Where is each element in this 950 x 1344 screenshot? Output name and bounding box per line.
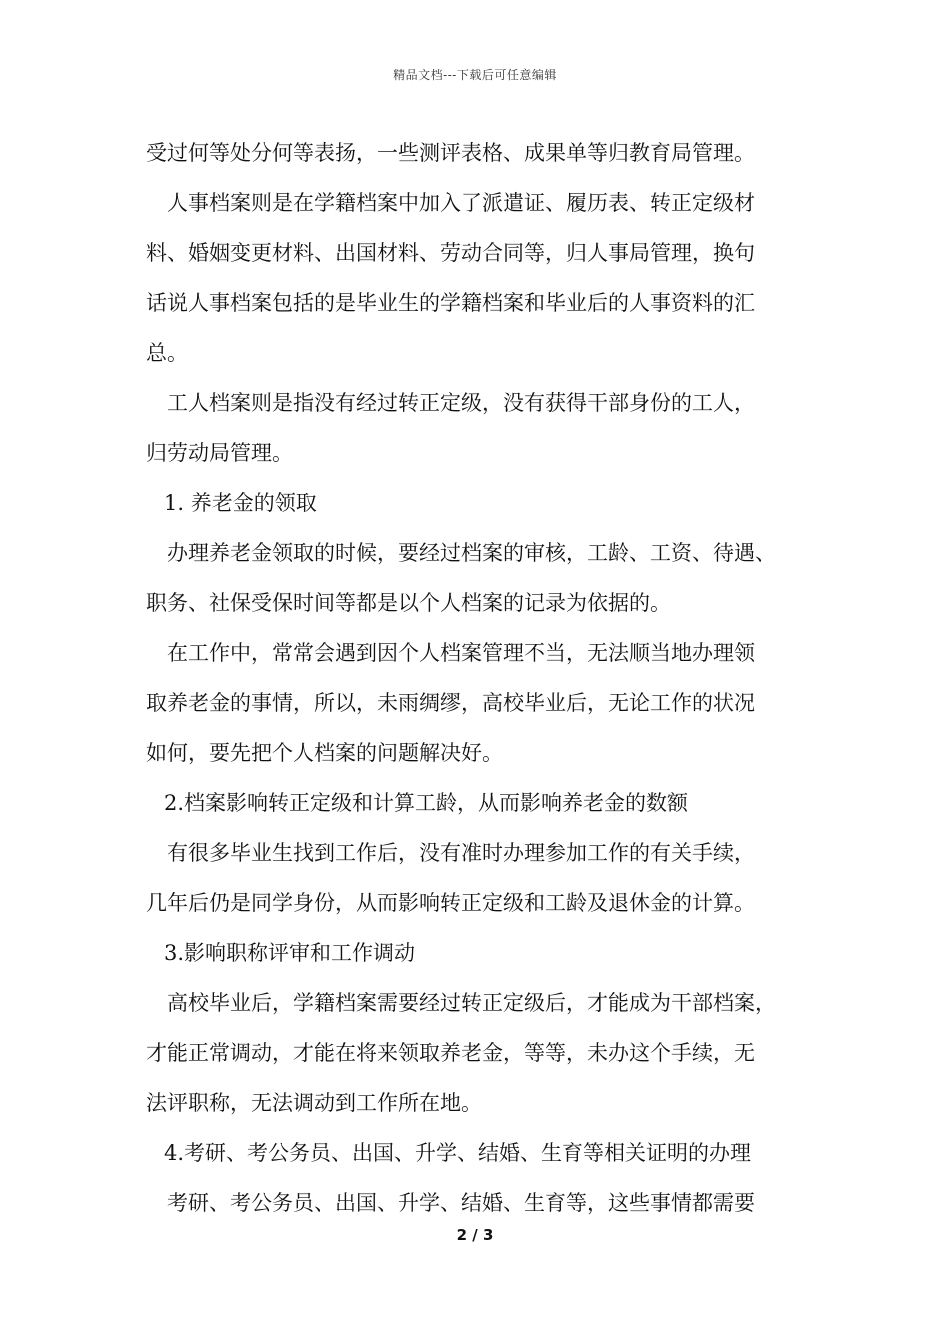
- paragraph-line: 在工作中，常常会遇到因个人档案管理不当，无法顺当地办理领: [167, 641, 755, 665]
- body-line: 话说人事档案包括的是毕业生的学籍档案和毕业后的人事资料的汇: [146, 291, 755, 315]
- body-line: 如何，要先把个人档案的问题解决好。: [146, 741, 503, 765]
- section-heading: 2.档案影响转正定级和计算工龄，从而影响养老金的数额: [164, 791, 689, 815]
- paragraph-line: 高校毕业后，学籍档案需要经过转正定级后，才能成为干部档案，: [167, 991, 776, 1015]
- paragraph-line: 人事档案则是在学籍档案中加入了派遣证、履历表、转正定级材: [167, 191, 755, 215]
- paragraph-line: 考研、考公务员、出国、升学、结婚、生育等，这些事情都需要: [167, 1191, 755, 1215]
- section-heading: 1. 养老金的领取: [164, 491, 317, 515]
- body-line: 取养老金的事情，所以，未雨绸缪，高校毕业后，无论工作的状况: [146, 691, 755, 715]
- paragraph-line: 工人档案则是指没有经过转正定级，没有获得干部身份的工人，: [167, 391, 755, 415]
- paragraph-line: 有很多毕业生找到工作后，没有准时办理参加工作的有关手续，: [167, 841, 755, 865]
- section-heading: 4.考研、考公务员、出国、升学、结婚、生育等相关证明的办理: [164, 1141, 752, 1165]
- body-line: 受过何等处分何等表扬，一些测评表格、成果单等归教育局管理。: [146, 141, 755, 165]
- body-line: 职务、社保受保时间等都是以个人档案的记录为依据的。: [146, 591, 671, 615]
- document-body: [146, 128, 814, 1228]
- section-heading: 3.影响职称评审和工作调动: [164, 941, 416, 965]
- body-line: 总。: [146, 341, 188, 365]
- paragraph-line: 办理养老金领取的时候，要经过档案的审核，工龄、工资、待遇、: [167, 541, 776, 565]
- body-line: 料、婚姻变更材料、出国材料、劳动合同等，归人事局管理，换句: [146, 241, 755, 265]
- body-line: 才能正常调动，才能在将来领取养老金，等等，未办这个手续，无: [146, 1041, 755, 1065]
- body-line: 归劳动局管理。: [146, 441, 293, 465]
- page-header: 精品文档---下载后可任意编辑: [393, 68, 557, 82]
- body-line: 几年后仍是同学身份，从而影响转正定级和工龄及退休金的计算。: [146, 891, 755, 915]
- page-number: 2 / 3: [456, 1226, 494, 1244]
- body-line: 法评职称，无法调动到工作所在地。: [146, 1091, 482, 1115]
